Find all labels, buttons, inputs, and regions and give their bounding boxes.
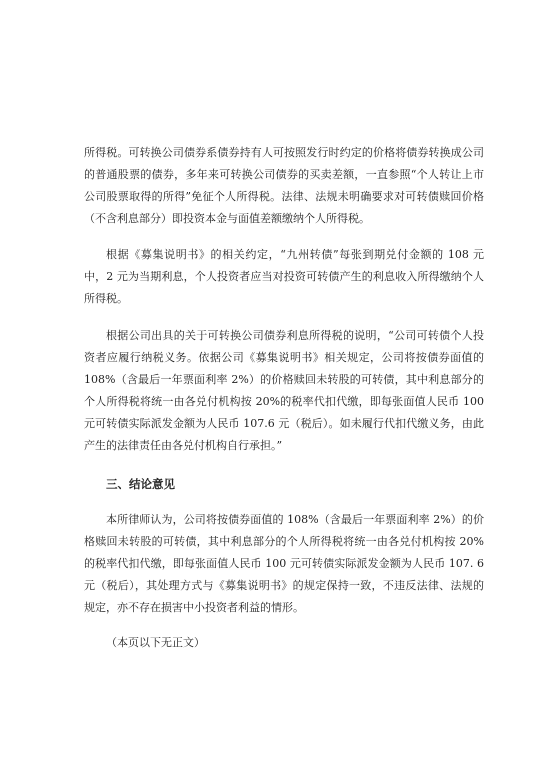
paragraph-company-statement: 根据公司出具的关于可转换公司债券利息所得税的说明，“公司可转债个人投资者应履行纳税义务。依据公司《募集说明书》相关规定，公司将按债券面值的 108%（含最后一年票面利率 2%）的价格赎回未转股的可转债，其中利息部分的个人所得税将统一由各兑付机构按 20%的税率代扣代缴，即每张面值人民币 100 元可转债实际派发金额为人民币 107.6 元（税后）。如未履行代扣代缴义务，由此产生的法律责任由各兑付机构自行承担。” xyxy=(84,329,484,452)
paragraph-tax-background: 所得税。可转换公司债券系债券持有人可按照发行时约定的价格将债券转换成公司的普通股票的债券，多年来可转换公司债券的买卖差额，一直参照“个人转让上市公司股票取得的所得”免征个人所得税。法律、法规未明确要求对可转债赎回价格（不含利息部分）即投资本金与面值差额缴纳个人所得税。 xyxy=(84,146,484,225)
end-of-text-note: （本页以下无正文） xyxy=(106,636,205,649)
paragraph-conclusion: 本所律师认为，公司将按债券面值的 108%（含最后一年票面利率 2%）的价格赎回未转股的可转债，其中利息部分的个人所得税将统一由各兑付机构按 20%的税率代扣代缴，即每张面值人民币 100 元可转债实际派发金额为人民币 107. 6 元（税后），其处理方式与《募集说明书》的规定保持一致，不违反法律、法规的规定，亦不存在损害中小投资者利益的情形。 xyxy=(84,513,484,614)
section-heading-conclusion: 三、结论意见 xyxy=(106,477,175,491)
paragraph-prospectus-terms: 根据《募集说明书》的相关约定，“九州转债”每张到期兑付金额的 108 元中，2 元为当期利息，个人投资者应当对投资可转债产生的利息收入所得缴纳个人所得税。 xyxy=(84,248,484,305)
